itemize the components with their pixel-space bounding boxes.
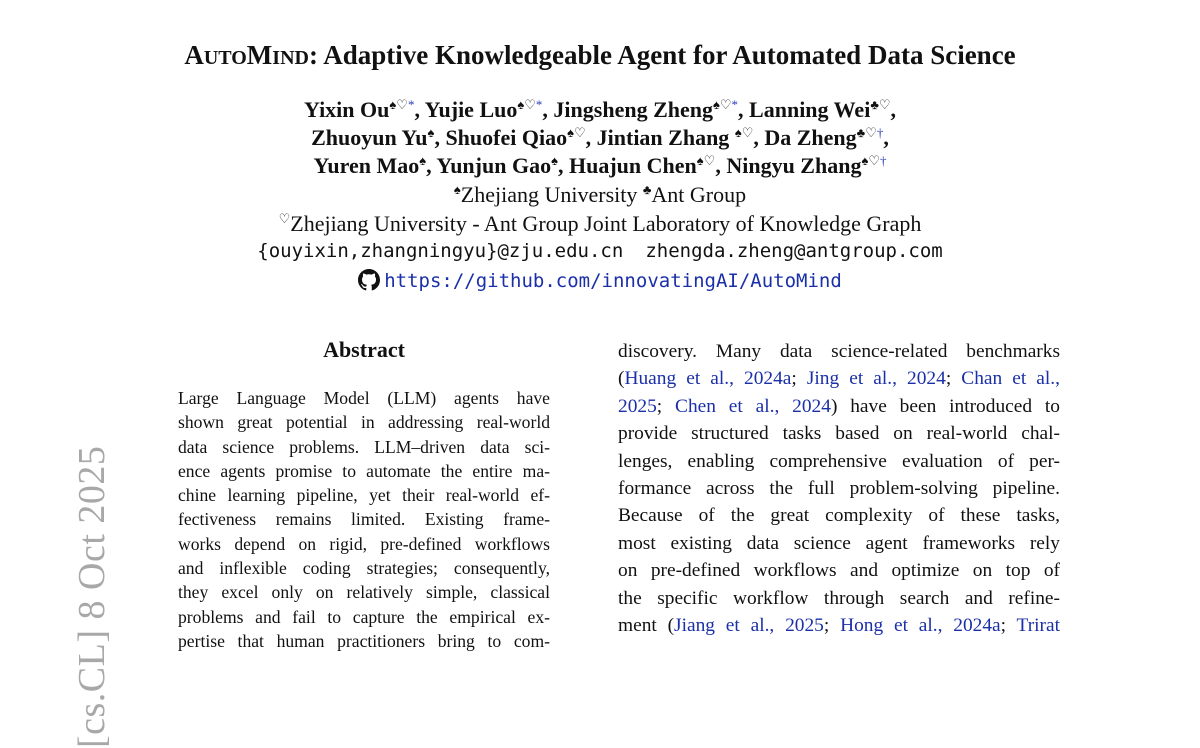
- affiliation-joint-lab: Zhejiang University - Ant Group Joint Laboratory of Knowledge Graph: [290, 211, 922, 236]
- abstract-line: data science problems. LLM–driven data sci-: [178, 436, 550, 457]
- abstract-line: chine learning pipeline, yet their real-world ef-: [178, 485, 550, 506]
- affiliation-ant: Ant Group: [651, 182, 747, 207]
- abstract-line: and inflexible coding strategies; consequently,: [178, 558, 550, 579]
- abstract-body: [178, 386, 550, 653]
- body-line: 2025; Chen et al., 2024) have been introduced to: [618, 395, 1060, 417]
- citation-link[interactable]: Huang et al., 2024a: [624, 368, 792, 390]
- abstract-line: problems and fail to capture the empirical ex-: [178, 606, 550, 627]
- email-zju[interactable]: {ouyixin,zhangningyu}@zju.edu.cn: [257, 240, 624, 262]
- author: Yunjun Gao♠: [436, 153, 558, 178]
- citation-link[interactable]: 2025: [618, 395, 657, 417]
- contact-emails: [0, 240, 1200, 262]
- abstract-line: Large Language Model (LLM) agents have: [178, 388, 550, 408]
- body-line: most existing data science agent frameworks rely: [618, 532, 1060, 554]
- author-line: Yixin Ou♠♡*, Yujie Luo♠♡*, Jingsheng Zheng♠♡*, Lanning Wei♣♡,: [304, 97, 896, 122]
- author: Yujie Luo♠♡*: [424, 97, 543, 122]
- affiliation-zju: Zhejiang University: [460, 182, 638, 207]
- author: Yuren Mao♠: [313, 153, 427, 178]
- citation-link[interactable]: Jiang et al., 2025: [674, 615, 824, 637]
- author: Da Zheng♣♡†: [764, 125, 884, 150]
- body-line: (Huang et al., 2024a; Jing et al., 2024; Chan et al.,: [618, 368, 1060, 390]
- abstract-line: fectiveness remains limited. Existing frame-: [178, 509, 550, 530]
- author-line: Yuren Mao♠, Yunjun Gao♠, Huajun Chen♠♡, Ningyu Zhang♠♡†: [313, 153, 887, 178]
- repo-link[interactable]: https://github.com/innovatingAI/AutoMind: [384, 270, 842, 292]
- author: Jintian Zhang ♠♡: [596, 125, 754, 150]
- body-line: ment (Jiang et al., 2025; Hong et al., 2024a; Trirat: [618, 615, 1060, 637]
- abstract-line: shown great potential in addressing real-world: [178, 412, 550, 433]
- abstract-line: pertise that human practitioners bring to com-: [178, 630, 550, 651]
- body-line: the specific workflow through search and refine-: [618, 587, 1060, 609]
- affiliation-line: ♠Zhejiang University ♣Ant Group: [453, 182, 747, 207]
- body-column: [618, 338, 1060, 639]
- body-line: on pre-defined workflows and optimize on top of: [618, 560, 1060, 582]
- author: Lanning Wei♣♡: [749, 97, 891, 122]
- citation-link[interactable]: Chan et al.,: [961, 368, 1060, 390]
- body-line: lenges, enabling comprehensive evaluation of per-: [618, 450, 1060, 472]
- paper-title: AUTOMIND: Adaptive Knowledgeable Agent for Automated Data Science: [184, 40, 1016, 70]
- citation-link[interactable]: Jing et al., 2024: [806, 368, 946, 390]
- citation-link[interactable]: Hong et al., 2024a: [840, 615, 1001, 637]
- email-ant[interactable]: zhengda.zheng@antgroup.com: [645, 240, 943, 262]
- author: Jingsheng Zheng♠♡*: [553, 97, 739, 122]
- abstract-line: they excel only on relatively simple, classical: [178, 582, 550, 603]
- citation-link[interactable]: Chen et al., 2024: [675, 395, 831, 417]
- github-icon[interactable]: [358, 269, 380, 291]
- citation-link[interactable]: Trirat: [1016, 615, 1060, 637]
- author: Ningyu Zhang♠♡†: [726, 153, 887, 178]
- author: Yixin Ou♠♡*: [304, 97, 415, 122]
- author-list: [0, 96, 1200, 180]
- repo-line: [0, 269, 1200, 292]
- abstract-heading: Abstract: [323, 337, 405, 362]
- abstract-line: works depend on rigid, pre-defined workflows: [178, 533, 550, 554]
- author: Zhuoyun Yu♠: [311, 125, 435, 150]
- affiliation-line: ♡Zhejiang University - Ant Group Joint Laboratory of Knowledge Graph: [278, 211, 922, 236]
- arxiv-stamp-text: [cs.CL] 8 Oct 2025: [71, 445, 113, 748]
- author-line: Zhuoyun Yu♠, Shuofei Qiao♠♡, Jintian Zhang ♠♡, Da Zheng♣♡†,: [311, 125, 889, 150]
- body-line: provide structured tasks based on real-world chal-: [618, 423, 1060, 445]
- abstract-line: ence agents promise to automate the entire ma-: [178, 460, 550, 481]
- arxiv-stamp: [22, 392, 113, 748]
- body-line: discovery. Many data science-related benchmarks: [618, 341, 1060, 362]
- author: Shuofei Qiao♠♡: [445, 125, 586, 150]
- body-line: Because of the great complexity of these tasks,: [618, 505, 1060, 527]
- body-line: formance across the full problem-solving pipeline.: [618, 478, 1060, 500]
- author: Huajun Chen♠♡: [568, 153, 716, 178]
